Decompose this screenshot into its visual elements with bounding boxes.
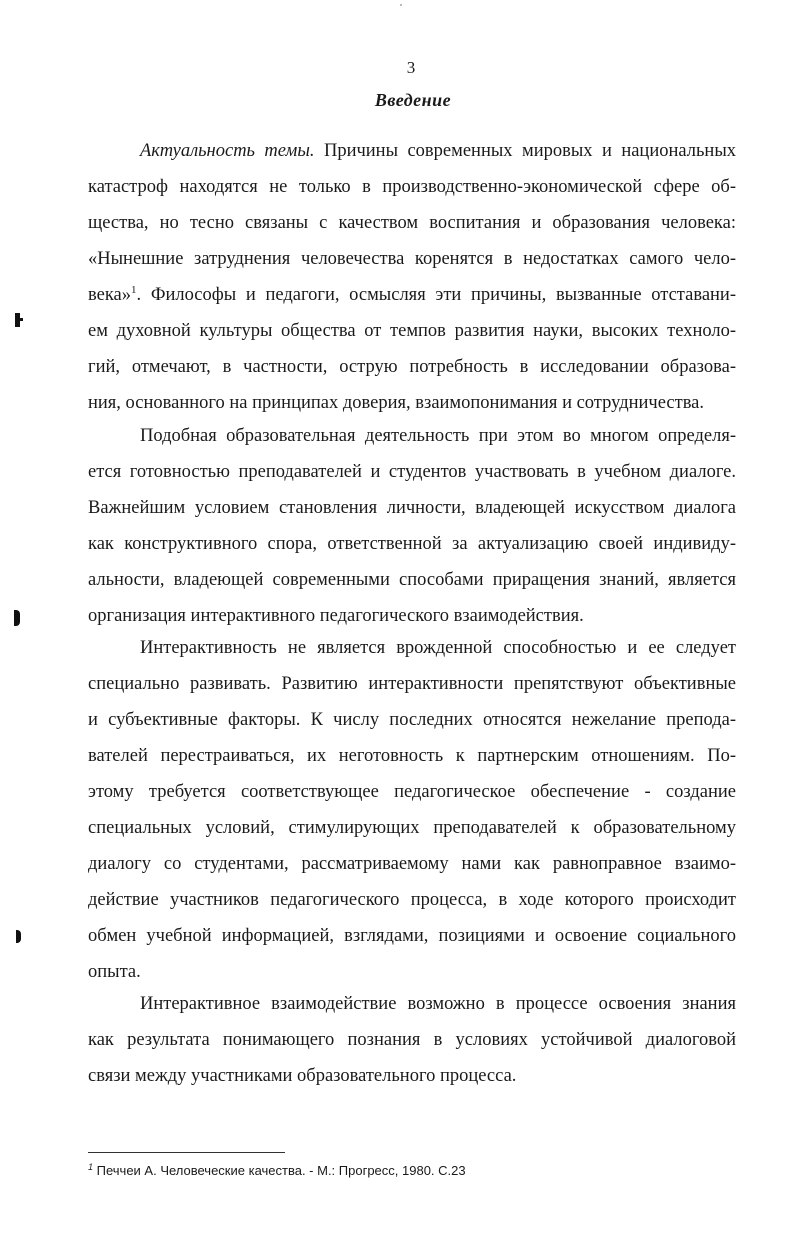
text-line: обмен учебной информацией, взглядами, позициями и освоение социального xyxy=(88,926,736,946)
text-line: как конструктивного спора, ответственной за актуализацию своей индивиду- xyxy=(88,534,736,554)
text-line: щества, но тесно связаны с качеством воспитания и образования человека: xyxy=(88,213,736,233)
text-line: действие участников педагогического процесса, в ходе которого происходит xyxy=(88,890,736,910)
scan-artifact-mark xyxy=(20,318,23,321)
paragraph-1 xyxy=(88,133,736,421)
text-line: века»$^1$. Философы и педагоги, осмысляя эти причины, вызванные отставани- xyxy=(88,284,736,305)
text-line: катастроф находятся не только в производственно-экономической сфере об- xyxy=(88,177,736,197)
footnote xyxy=(88,1163,466,1178)
text-line: Интерактивность не является врожденной способностью и ее следует xyxy=(140,638,736,658)
text-line: опыта. xyxy=(88,962,141,982)
text-line: ем духовной культуры общества от темпов развития науки, высоких техноло- xyxy=(88,321,736,341)
scan-artifact-mark xyxy=(16,930,21,943)
paragraph-4 xyxy=(88,986,736,1094)
text-line: Актуальность темы. Причины современных мировых и национальных xyxy=(140,141,737,161)
paragraph-lead: Актуальность темы. xyxy=(140,141,315,161)
section-title: Введение xyxy=(374,90,452,110)
text-line: Интерактивное взаимодействие возможно в процессе освоения знания xyxy=(140,994,736,1014)
text-line: альности, владеющей современными способами приращения знаний, является xyxy=(88,570,736,590)
text-line: Важнейшим условием становления личности, владеющей искусством диалога xyxy=(88,498,736,518)
footnote-marker: 1 xyxy=(88,1162,94,1172)
text-line: этому требуется соответствующее педагогическое обеспечение - создание xyxy=(88,782,736,802)
text-line: вателей перестраиваться, их неготовность к партнерским отношениям. По- xyxy=(88,746,736,766)
text-line: специальных условий, стимулирующих преподавателей к образовательному xyxy=(88,818,736,838)
text-line: Подобная образовательная деятельность при этом во многом определя- xyxy=(140,426,736,446)
paragraph-2 xyxy=(88,418,736,634)
text-line: и субъективные факторы. К числу последних относятся нежелание препода- xyxy=(88,710,736,730)
text-line: гий, отмечают, в частности, острую потребность в исследовании образова- xyxy=(88,357,736,377)
footnote-reference: 1 xyxy=(131,284,137,296)
footnote-text: Печчеи А. Человеческие качества. - М.: Прогресс, 1980. С.23 xyxy=(93,1163,466,1178)
text-line: организация интерактивного педагогического взаимодействия. xyxy=(88,606,584,626)
text-line: специально развивать. Развитию интерактивности препятствуют объективные xyxy=(88,674,736,694)
scan-artifact-mark xyxy=(14,610,20,626)
footnote-divider xyxy=(88,1152,285,1153)
scan-speck xyxy=(400,4,402,6)
text-line: «Нынешние затруднения человечества коренятся в недостатках самого чело- xyxy=(88,249,736,269)
text-line: как результата понимающего познания в условиях устойчивой диалоговой xyxy=(88,1030,736,1050)
paragraph-3 xyxy=(88,630,736,990)
text-line: диалогу со студентами, рассматриваемому нами как равноправное взаимо- xyxy=(88,854,736,874)
text-line: ния, основанного на принципах доверия, взаимопонимания и сотрудничества. xyxy=(88,393,705,413)
page-number: 3 xyxy=(406,58,416,77)
text-line: связи между участниками образовательного процесса. xyxy=(88,1066,517,1086)
text-line: ется готовностью преподавателей и студентов участвовать в учебном диалоге. xyxy=(88,462,736,482)
